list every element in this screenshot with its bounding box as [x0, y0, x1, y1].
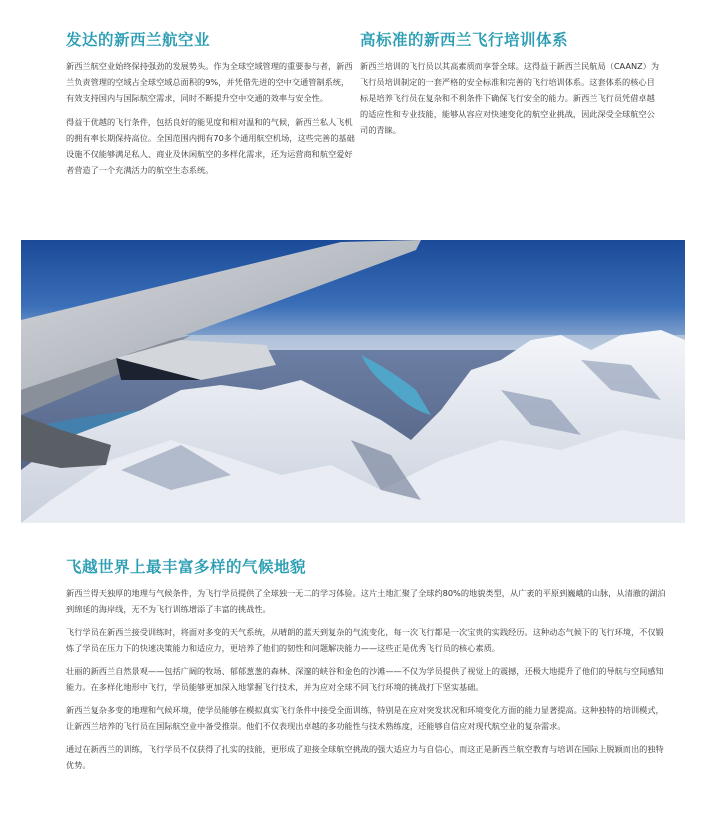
paragraph: 壮丽的新西兰自然景观——包括广阔的牧场、郁郁葱葱的森林、深邃的峡谷和金色的沙滩——不仅为学员提供了视觉上的震撼，还极大地提升了他们的导航与空间感知能力。在多样化地形中飞行，学员能够更加深入地掌握飞行技术，并为应对全球不同飞行环境的挑战打下坚实基础。	[66, 666, 664, 692]
paragraph: 新西兰培训的飞行员以其高素质而享誉全球。这得益于新西兰民航局（CAANZ）为飞行员培训制定的一套严格的安全标准和完善的飞行培训体系。这套体系的核心目标是培养飞行员在复杂和不利条件下确保飞行安全的能力。新西兰飞行员凭借卓越的适应性和专业技能，能够从容应对快速变化的航空业挑战，因此深受全球航空公司的青睐。	[360, 61, 660, 135]
section-title: 飞越世界上最丰富多样的气候地貌	[66, 558, 307, 576]
paragraph: 飞行学员在新西兰接受训练时，将面对多变的天气系统，从晴朗的蓝天到复杂的气流变化，每一次飞行都是一次宝贵的实践经历。这种动态气候下的飞行环境，不仅锻炼了学员在压力下的快速决策能力和适应力，更培养了他们的韧性和问题解决能力——这些正是优秀飞行员的核心素质。	[66, 627, 664, 653]
paragraph: 通过在新西兰的训练，飞行学员不仅获得了扎实的技能，更形成了迎接全球航空挑战的强大适应力与自信心，而这正是新西兰航空教育与培训在国际上脱颖而出的独特优势。	[66, 744, 664, 770]
section-climate	[66, 555, 666, 780]
paragraph: 新西兰得天独厚的地理与气候条件，为飞行学员提供了全球独一无二的学习体验。这片土地汇聚了全球约80%的地貌类型，从广袤的平原到巍峨的山脉，从清澈的湖泊到绵延的海岸线，无不为飞行训练增添了丰富的挑战性。	[66, 588, 666, 614]
section-aviation	[66, 28, 356, 186]
paragraph: 新西兰复杂多变的地理和气候环境，使学员能够在模拟真实飞行条件中接受全面训练，特别是在应对突发状况和环境变化方面的能力显著提高。这种独特的培训模式，让新西兰培养的飞行员在国际航空业中备受推崇。他们不仅表现出卓越的多功能性与技术熟练度，还能够自信应对现代航空业的复杂需求。	[66, 705, 664, 731]
paragraph: 新西兰航空业始终保持强劲的发展势头。作为全球空域管理的重要参与者，新西兰负责管理的空域占全球空域总面积的9%，并凭借先进的空中交通管制系统，有效支持国内与国际航空需求，同时不断提升空中交通的效率与安全性。	[66, 61, 353, 103]
paragraph: 得益于优越的飞行条件，包括良好的能见度和相对温和的气候，新西兰私人飞机的拥有率长期保持高位。全国范围内拥有70多个通用航空机场，这些完善的基础设施不仅能够满足私人、商业及休闲航空的多样化需求，还为运营商和航空爱好者营造了一个充满活力的航空生态系统。	[66, 117, 355, 175]
section-title: 高标准的新西兰飞行培训体系	[360, 31, 569, 49]
aerial-mountain-photo	[21, 240, 685, 523]
section-training	[360, 28, 660, 146]
section-title: 发达的新西兰航空业	[66, 31, 211, 49]
